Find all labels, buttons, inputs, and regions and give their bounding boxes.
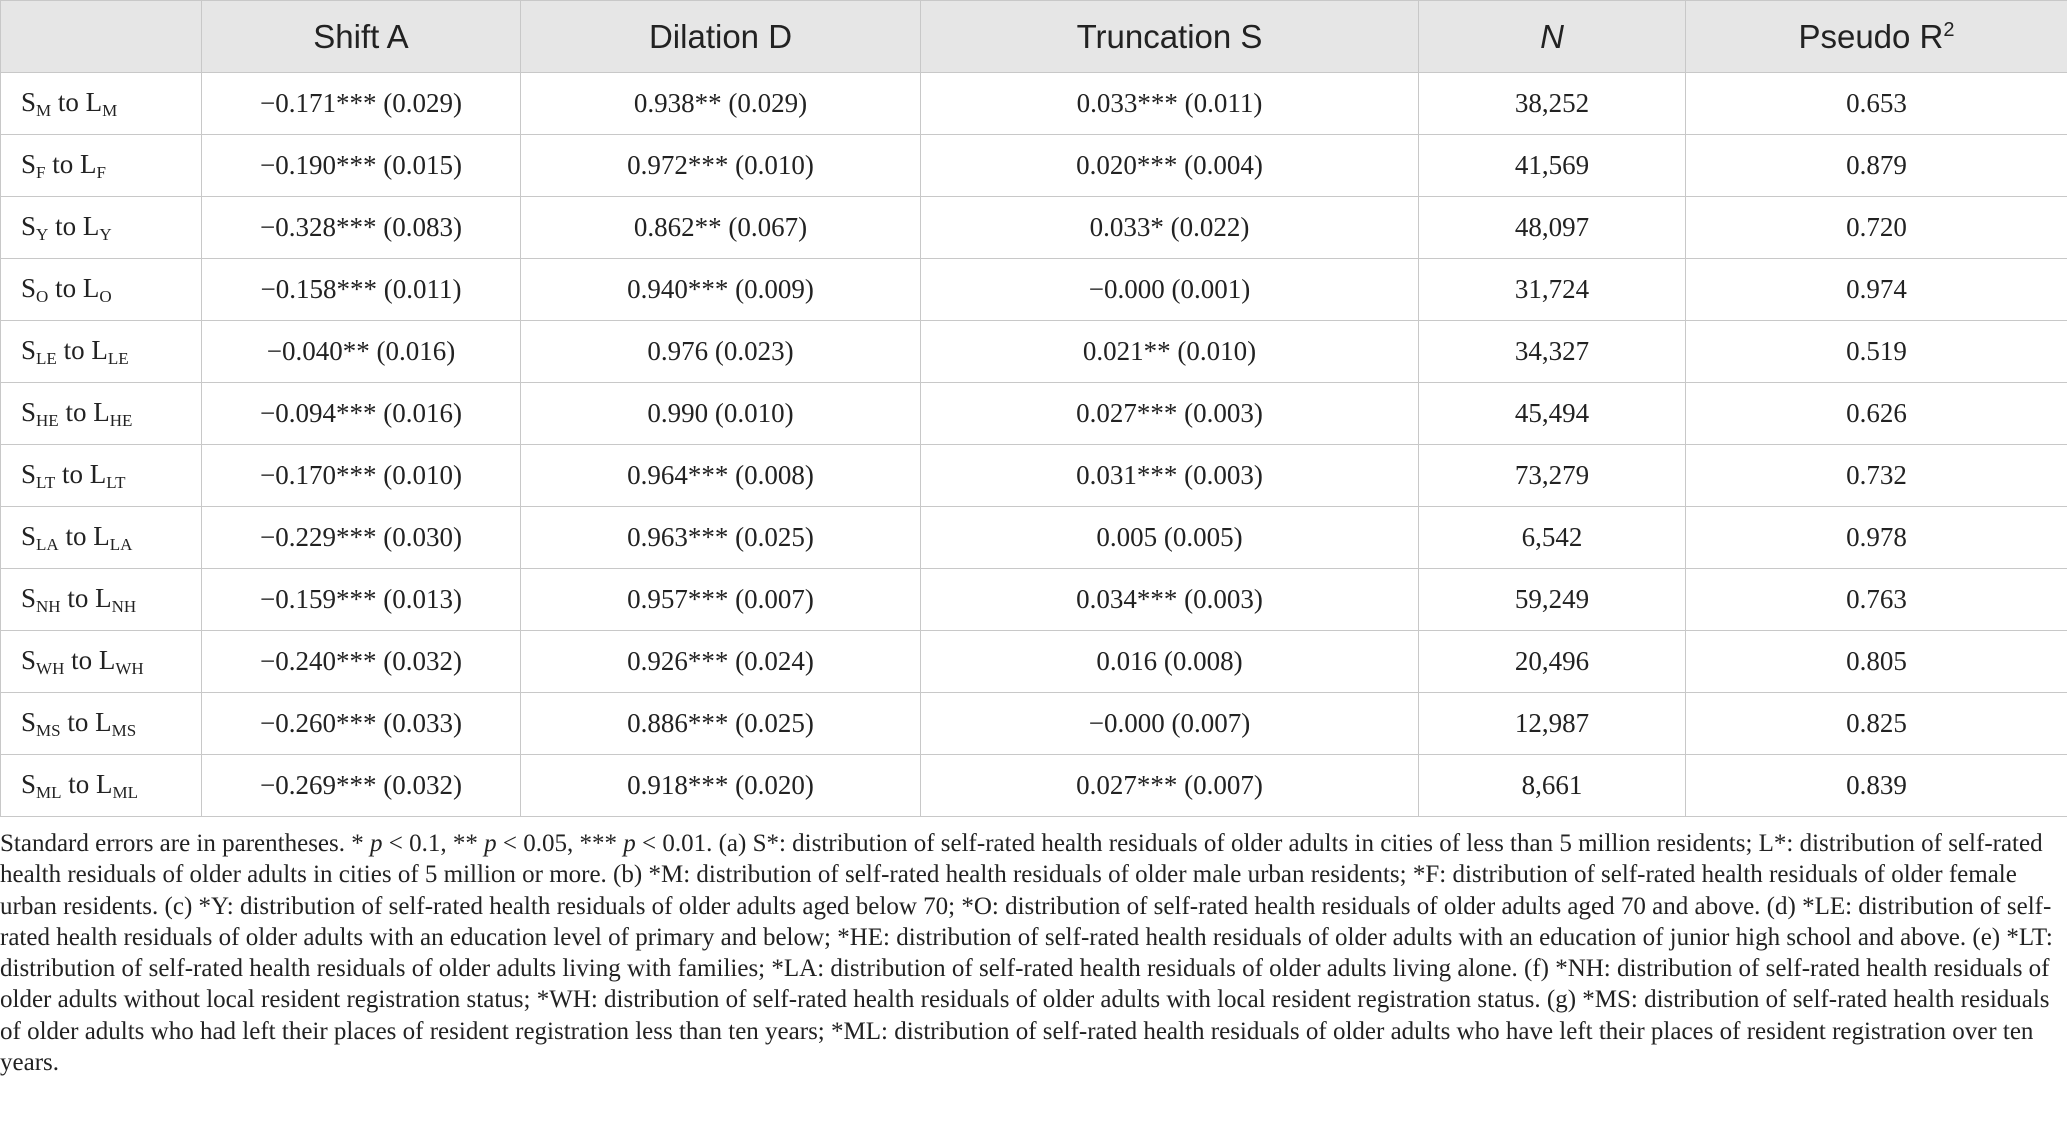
dilation-cell: 0.926*** (0.024) bbox=[521, 631, 921, 693]
dilation-cell: 0.918*** (0.020) bbox=[521, 755, 921, 817]
row-label-connector: to bbox=[60, 582, 96, 613]
row-label-l: L bbox=[96, 768, 113, 799]
n-cell: 6,542 bbox=[1419, 507, 1686, 569]
n-cell: 48,097 bbox=[1419, 197, 1686, 259]
table-row bbox=[1, 135, 2067, 197]
table-footnote bbox=[0, 828, 2060, 1078]
truncation-cell: 0.031*** (0.003) bbox=[921, 445, 1419, 507]
row-label-s-subscript: LT bbox=[36, 472, 56, 492]
row-label-connector: to bbox=[51, 86, 86, 117]
row-label bbox=[1, 569, 202, 631]
table-row bbox=[1, 693, 2067, 755]
header-label: Dilation D bbox=[648, 17, 793, 55]
n-cell: 59,249 bbox=[1419, 569, 1686, 631]
row-label-connector: to bbox=[58, 396, 94, 427]
header-truncation bbox=[921, 1, 1419, 73]
header-dilation bbox=[521, 1, 921, 73]
row-label-connector: to bbox=[48, 272, 83, 303]
shift-cell: −0.159*** (0.013) bbox=[202, 569, 521, 631]
row-label bbox=[1, 631, 202, 693]
p-symbol: p bbox=[623, 830, 636, 857]
shift-cell: −0.158*** (0.011) bbox=[202, 259, 521, 321]
row-label-l-subscript: WH bbox=[115, 658, 144, 678]
row-label-connector: to bbox=[58, 520, 94, 551]
row-label-l: L bbox=[95, 582, 112, 613]
row-label-connector: to bbox=[61, 768, 97, 799]
dilation-cell: 0.963*** (0.025) bbox=[521, 507, 921, 569]
pseudo-r2-cell: 0.839 bbox=[1686, 755, 2067, 817]
row-label bbox=[1, 445, 202, 507]
row-label-s-subscript: F bbox=[36, 162, 46, 182]
table-row bbox=[1, 259, 2067, 321]
pseudo-r2-cell: 0.978 bbox=[1686, 507, 2067, 569]
row-label-s: S bbox=[21, 272, 37, 303]
row-label-s: S bbox=[21, 148, 37, 179]
row-label-l-subscript: F bbox=[96, 162, 106, 182]
header-superscript: 2 bbox=[1943, 18, 1955, 41]
pseudo-r2-cell: 0.974 bbox=[1686, 259, 2067, 321]
n-cell: 41,569 bbox=[1419, 135, 1686, 197]
truncation-cell: 0.005 (0.005) bbox=[921, 507, 1419, 569]
row-label-l-subscript: Y bbox=[99, 224, 112, 244]
row-label-s: S bbox=[21, 334, 37, 365]
truncation-cell: 0.027*** (0.007) bbox=[921, 755, 1419, 817]
header-n bbox=[1419, 1, 1686, 73]
shift-cell: −0.190*** (0.015) bbox=[202, 135, 521, 197]
row-label bbox=[1, 135, 202, 197]
table-body bbox=[1, 73, 2067, 817]
row-label-s: S bbox=[21, 86, 37, 117]
row-label bbox=[1, 383, 202, 445]
n-cell: 12,987 bbox=[1419, 693, 1686, 755]
p-symbol: p bbox=[484, 830, 497, 857]
row-label-l-subscript: LE bbox=[107, 348, 129, 368]
row-label-l: L bbox=[80, 148, 97, 179]
dilation-cell: 0.957*** (0.007) bbox=[521, 569, 921, 631]
n-cell: 45,494 bbox=[1419, 383, 1686, 445]
n-cell: 31,724 bbox=[1419, 259, 1686, 321]
footnote-threshold-2: < 0.05, *** bbox=[496, 830, 624, 857]
row-label-l: L bbox=[91, 334, 108, 365]
n-cell: 38,252 bbox=[1419, 73, 1686, 135]
row-label-l-subscript: MS bbox=[111, 720, 137, 740]
dilation-cell: 0.940*** (0.009) bbox=[521, 259, 921, 321]
shift-cell: −0.240*** (0.032) bbox=[202, 631, 521, 693]
row-label-s-subscript: Y bbox=[36, 224, 49, 244]
row-label bbox=[1, 197, 202, 259]
table-row bbox=[1, 755, 2067, 817]
header-label: N bbox=[1540, 17, 1564, 55]
row-label-l: L bbox=[98, 644, 116, 675]
row-label-s-subscript: M bbox=[36, 100, 52, 120]
table-row bbox=[1, 507, 2067, 569]
table-row bbox=[1, 569, 2067, 631]
header-label: Truncation S bbox=[1076, 17, 1263, 55]
pseudo-r2-cell: 0.519 bbox=[1686, 321, 2067, 383]
row-label-s: S bbox=[21, 644, 37, 675]
dilation-cell: 0.972*** (0.010) bbox=[521, 135, 921, 197]
shift-cell: −0.170*** (0.010) bbox=[202, 445, 521, 507]
row-label-s: S bbox=[21, 706, 37, 737]
row-label-l-subscript: M bbox=[102, 100, 118, 120]
row-label-l: L bbox=[82, 272, 100, 303]
shift-cell: −0.269*** (0.032) bbox=[202, 755, 521, 817]
row-label-connector: to bbox=[56, 334, 92, 365]
row-label-l: L bbox=[85, 86, 103, 117]
dilation-cell: 0.976 (0.023) bbox=[521, 321, 921, 383]
row-label-l-subscript: NH bbox=[111, 596, 137, 616]
row-label-l-subscript: ML bbox=[112, 782, 139, 802]
shift-cell: −0.094*** (0.016) bbox=[202, 383, 521, 445]
shift-cell: −0.229*** (0.030) bbox=[202, 507, 521, 569]
row-label-l: L bbox=[82, 210, 100, 241]
row-label-connector: to bbox=[48, 210, 83, 241]
truncation-cell: 0.033*** (0.011) bbox=[921, 73, 1419, 135]
n-cell: 73,279 bbox=[1419, 445, 1686, 507]
row-label-connector: to bbox=[64, 644, 99, 675]
pseudo-r2-cell: 0.720 bbox=[1686, 197, 2067, 259]
row-label bbox=[1, 73, 202, 135]
table-row bbox=[1, 197, 2067, 259]
p-symbol: p bbox=[370, 830, 383, 857]
row-label-s: S bbox=[21, 396, 37, 427]
header-label: Pseudo R bbox=[1798, 17, 1944, 55]
footnote-definitions: (a) S*: distribution of self-rated health residuals of older adults in cities of less than 5 million residents; L*: distribution of self-rated health residuals of older adults in cities of 5 million or more. (b) *M: distribution of self-rated health residuals of older male urban residents; *F: distribution of self-rated health residuals of older female urban residents. (c) *Y: distribution of self-rated health residuals of older adults aged below 70; *O: distribution of self-rated health residuals of older adults aged 70 and above. (d) *LE: distribution of self-rated health residuals of older adults with an education level of primary and below; *HE: distribution of self-rated health residuals of older adults with an education of junior high school and above. (e) *LT: distribution of self-rated health residuals of older adults living with families; *LA: distribution of self-rated health residuals of older adults living alone. (f) *NH: distribution of self-rated health residuals of older adults without local resident registration status; *WH: distribution of self-rated health residuals of older adults with local resident registration status. (g) *MS: distribution of self-rated health residuals of older adults who had left their places of resident registration less than ten years; *ML: distribution of self-rated health residuals of older adults who have left their places of resident registration over ten years. bbox=[0, 830, 2053, 1077]
row-label-l-subscript: HE bbox=[109, 410, 133, 430]
row-label-s-subscript: HE bbox=[36, 410, 59, 430]
table-row bbox=[1, 445, 2067, 507]
row-label-s: S bbox=[21, 458, 37, 489]
truncation-cell: 0.027*** (0.003) bbox=[921, 383, 1419, 445]
row-label-l: L bbox=[95, 706, 112, 737]
header-blank bbox=[1, 1, 202, 73]
row-label bbox=[1, 693, 202, 755]
n-cell: 34,327 bbox=[1419, 321, 1686, 383]
dilation-cell: 0.964*** (0.008) bbox=[521, 445, 921, 507]
row-label-l-subscript: LT bbox=[106, 472, 126, 492]
row-label-s: S bbox=[21, 582, 37, 613]
table-row bbox=[1, 631, 2067, 693]
pseudo-r2-cell: 0.653 bbox=[1686, 73, 2067, 135]
row-label-s-subscript: LA bbox=[36, 534, 59, 554]
row-label-s: S bbox=[21, 520, 37, 551]
truncation-cell: 0.034*** (0.003) bbox=[921, 569, 1419, 631]
footnote-lead: Standard errors are in parentheses. * bbox=[0, 830, 370, 857]
row-label-s-subscript: MS bbox=[36, 720, 61, 740]
row-label-l-subscript: LA bbox=[109, 534, 133, 554]
pseudo-r2-cell: 0.879 bbox=[1686, 135, 2067, 197]
row-label-s: S bbox=[21, 768, 37, 799]
row-label-l: L bbox=[89, 458, 107, 489]
row-label-l-subscript: O bbox=[99, 286, 112, 306]
n-cell: 20,496 bbox=[1419, 631, 1686, 693]
row-label-s-subscript: NH bbox=[36, 596, 61, 616]
header-pseudo-r2 bbox=[1686, 1, 2067, 73]
shift-cell: −0.040** (0.016) bbox=[202, 321, 521, 383]
dilation-cell: 0.886*** (0.025) bbox=[521, 693, 921, 755]
header-shift bbox=[202, 1, 521, 73]
pseudo-r2-cell: 0.732 bbox=[1686, 445, 2067, 507]
truncation-cell: 0.021** (0.010) bbox=[921, 321, 1419, 383]
shift-cell: −0.328*** (0.083) bbox=[202, 197, 521, 259]
pseudo-r2-cell: 0.626 bbox=[1686, 383, 2067, 445]
truncation-cell: −0.000 (0.007) bbox=[921, 693, 1419, 755]
row-label bbox=[1, 321, 202, 383]
truncation-cell: −0.000 (0.001) bbox=[921, 259, 1419, 321]
row-label-connector: to bbox=[60, 706, 96, 737]
n-cell: 8,661 bbox=[1419, 755, 1686, 817]
row-label-s-subscript: O bbox=[36, 286, 49, 306]
dilation-cell: 0.938** (0.029) bbox=[521, 73, 921, 135]
truncation-cell: 0.020*** (0.004) bbox=[921, 135, 1419, 197]
shift-cell: −0.260*** (0.033) bbox=[202, 693, 521, 755]
table-row bbox=[1, 73, 2067, 135]
pseudo-r2-cell: 0.825 bbox=[1686, 693, 2067, 755]
row-label bbox=[1, 259, 202, 321]
dilation-cell: 0.862** (0.067) bbox=[521, 197, 921, 259]
row-label-s-subscript: LE bbox=[36, 348, 57, 368]
table-row bbox=[1, 321, 2067, 383]
truncation-cell: 0.033* (0.022) bbox=[921, 197, 1419, 259]
row-label-s-subscript: ML bbox=[36, 782, 62, 802]
row-label bbox=[1, 755, 202, 817]
row-label-s: S bbox=[21, 210, 37, 241]
shift-cell: −0.171*** (0.029) bbox=[202, 73, 521, 135]
pseudo-r2-cell: 0.763 bbox=[1686, 569, 2067, 631]
header-label: Shift A bbox=[313, 17, 409, 55]
header-row bbox=[1, 1, 2067, 73]
footnote-threshold-1: < 0.1, ** bbox=[382, 830, 485, 857]
row-label-l: L bbox=[93, 520, 110, 551]
row-label-s-subscript: WH bbox=[36, 658, 65, 678]
truncation-cell: 0.016 (0.008) bbox=[921, 631, 1419, 693]
row-label-connector: to bbox=[45, 148, 81, 179]
row-label-connector: to bbox=[55, 458, 90, 489]
row-label-l: L bbox=[93, 396, 110, 427]
pseudo-r2-cell: 0.805 bbox=[1686, 631, 2067, 693]
footnote-threshold-3: < 0.01. bbox=[635, 830, 719, 857]
table-row bbox=[1, 383, 2067, 445]
dilation-cell: 0.990 (0.010) bbox=[521, 383, 921, 445]
row-label bbox=[1, 507, 202, 569]
